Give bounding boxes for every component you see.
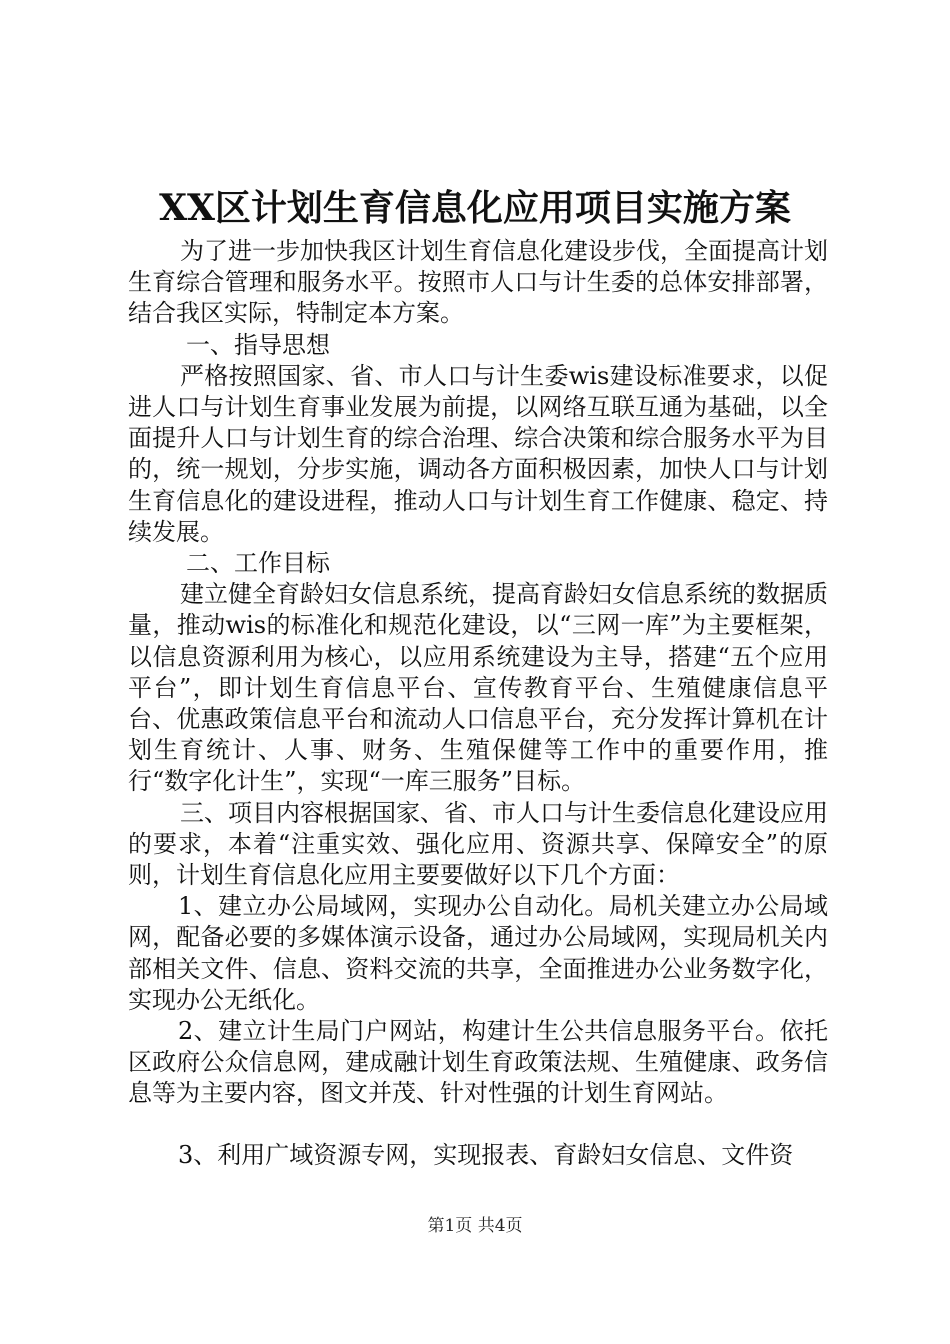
section-heading-guiding-thought: 一、指导思想 (186, 330, 330, 359)
page-footer: 第1页 共4页 (427, 1216, 523, 1236)
list-item-3: 3、利用广域资源专网，实现报表、育龄妇女信息、文件资 (178, 1140, 794, 1169)
list-item-1: 1、建立办公局域网，实现办公自动化。局机关建立办公局域网，配备必要的多媒体演示设备，通过办公局域网，实现局机关内部相关文件、信息、资料交流的共享，全面推进办公业务数字化，实现办公无纸化。 (128, 892, 828, 1014)
intro-paragraph: 为了进一步加快我区计划生育信息化建设步伐，全面提高计划生育综合管理和服务水平。按照市人口与计生委的总体安排部署，结合我区实际，特制定本方案。 (128, 237, 828, 328)
project-content-paragraph: 三、项目内容根据国家、省、市人口与计生委信息化建设应用的要求，本着“注重实效、强化应用、资源共享、保障安全”的原则，计划生育信息化应用主要要做好以下几个方面： (128, 798, 828, 890)
work-goals-paragraph: 建立健全育龄妇女信息系统，提高育龄妇女信息系统的数据质量，推动wis的标准化和规范化建设，以“三网一库”为主要框架，以信息资源利用为核心，以应用系统建设为主导，搭建“五个应用平台”，即计划生育信息平台、宣传教育平台、生殖健康信息平台、优惠政策信息平台和流动人口信息平台，充分发挥计算机在计划生育统计、人事、财务、生殖保健等工作中的重要作用，推行“数字化计生”，实现“一库三服务”目标。 (128, 580, 828, 796)
document-title: XX区计划生育信息化应用项目实施方案 (159, 187, 791, 229)
section-heading-work-goals: 二、工作目标 (186, 549, 330, 578)
document-body (128, 236, 828, 1171)
list-item-2: 2、建立计生局门户网站，构建计生公共信息服务平台。依托区政府公众信息网，建成融计划生育政策法规、生殖健康、政务信息等为主要内容，图文并茂、针对性强的计划生育网站。 (128, 1017, 828, 1108)
guiding-thought-paragraph: 严格按照国家、省、市人口与计生委wis建设标准要求，以促进人口与计划生育事业发展为前提，以网络互联互通为基础，以全面提升人口与计划生育的综合治理、综合决策和综合服务水平为目的，统一规划，分步实施，调动各方面积极因素，加快人口与计划生育信息化的建设进程，推动人口与计划生育工作健康、稳定、持续发展。 (128, 361, 828, 546)
